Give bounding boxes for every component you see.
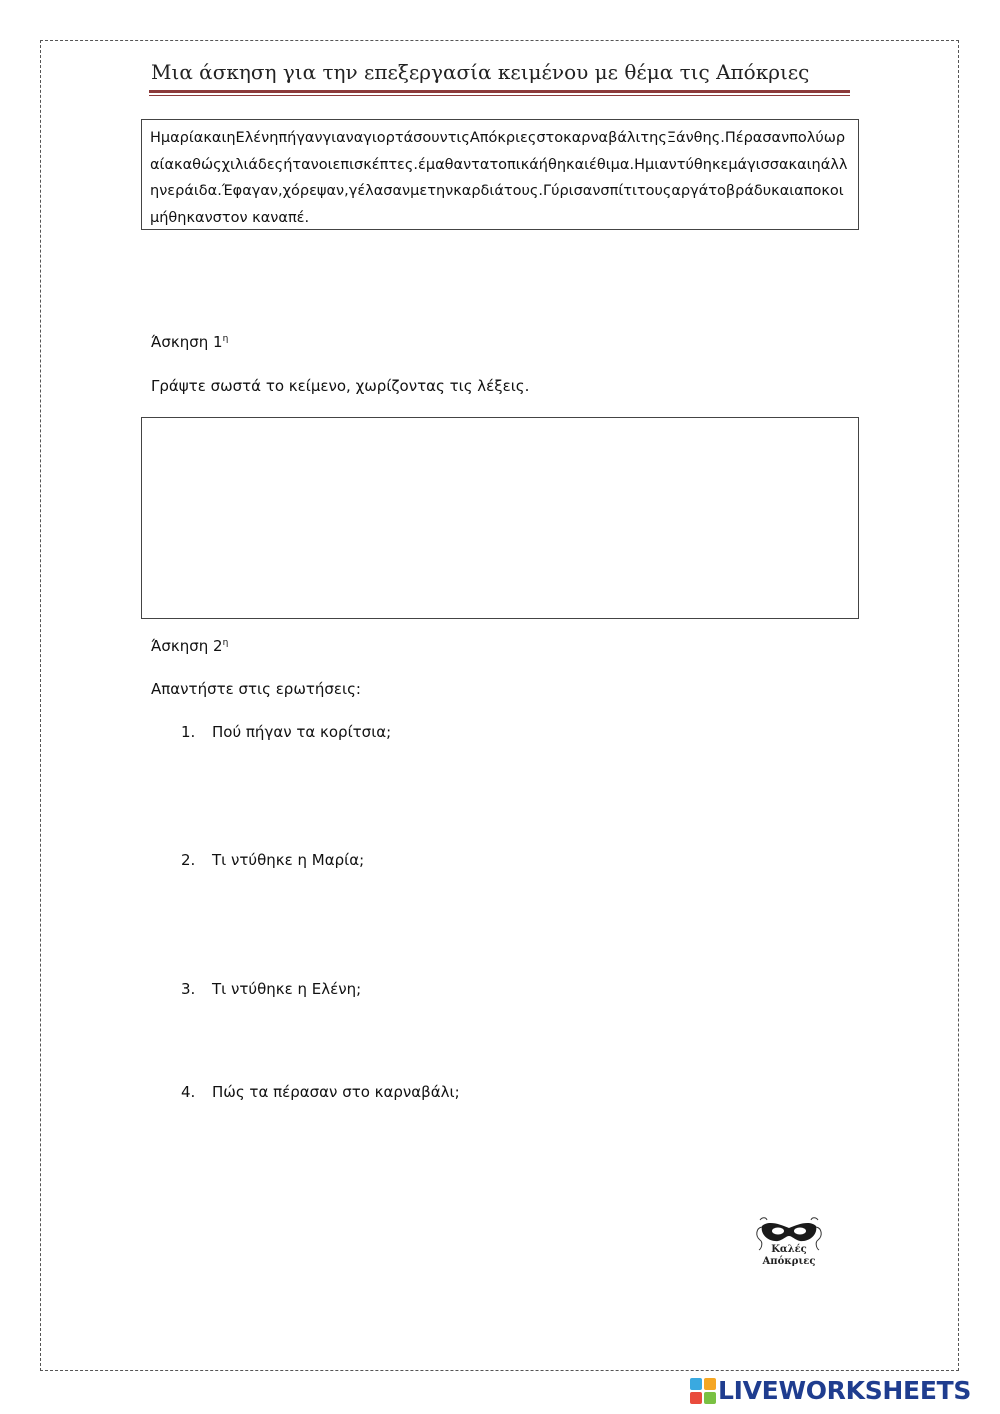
question-item bbox=[181, 723, 391, 741]
liveworksheets-brand[interactable] bbox=[690, 1376, 992, 1406]
exercise-1-instruction: Γράψτε σωστά το κείμενο, χωρίζοντας τις λέξεις. bbox=[151, 377, 530, 395]
question-text: Τι ντύθηκε η Μαρία; bbox=[212, 851, 365, 869]
exercise-1-heading-text: Άσκηση 1 bbox=[151, 333, 223, 351]
exercise-1-heading-sup: η bbox=[222, 334, 229, 344]
question-number: 1. bbox=[181, 723, 196, 741]
page-frame bbox=[40, 40, 959, 1371]
liveworksheets-logo-icon bbox=[690, 1378, 716, 1404]
exercise-1-answer-box[interactable] bbox=[141, 417, 859, 619]
exercise-1-heading bbox=[151, 333, 228, 351]
title-underline-thin bbox=[149, 95, 850, 96]
question-text: Πού πήγαν τα κορίτσια; bbox=[212, 723, 392, 741]
question-number: 3. bbox=[181, 980, 196, 998]
question-number: 2. bbox=[181, 851, 196, 869]
mask-caption-line1: Καλές bbox=[771, 1244, 807, 1255]
liveworksheets-wordmark: LIVEWORKSHEETS bbox=[718, 1376, 972, 1405]
merged-text-box bbox=[141, 119, 859, 230]
question-number: 4. bbox=[181, 1083, 196, 1101]
question-item bbox=[181, 980, 361, 998]
exercise-2-heading-sup: η bbox=[222, 638, 229, 648]
mask-caption bbox=[752, 1244, 826, 1268]
merged-text: ΗμαρίακαιηΕλένηπήγανγιαναγιορτάσουντιςΑπόκριεςστοκαρναβάλιτηςΞάνθης.Πέρασανπολύωραίακαθώςχιλιάδεςήτανοιεπισκέπτες.έμαθαντατοπικάήθηκαιέθιμα.Ημιαντύθηκεμάγισσακαιηάλληνεράιδα.Έφαγαν,χόρεψαν,γέλασανμετηνκαρδιάτους.Γύρισανσπίτιτουςαργάτοβράδυκαιαποκοιμήθηκανστον καναπέ. bbox=[150, 130, 848, 226]
exercise-2-heading bbox=[151, 637, 228, 655]
title-underline bbox=[149, 90, 850, 93]
question-text: Τι ντύθηκε η Ελένη; bbox=[212, 980, 362, 998]
mask-caption-line2: Απόκριες bbox=[762, 1256, 816, 1267]
question-text: Πώς τα πέρασαν στο καρναβάλι; bbox=[212, 1083, 460, 1101]
exercise-2-instruction: Απαντήστε στις ερωτήσεις: bbox=[151, 680, 361, 698]
worksheet-title: Μια άσκηση για την επεξεργασία κειμένου με θέμα τις Απόκριες bbox=[151, 60, 810, 84]
question-item bbox=[181, 851, 364, 869]
exercise-2-heading-text: Άσκηση 2 bbox=[151, 637, 223, 655]
question-item bbox=[181, 1083, 460, 1101]
